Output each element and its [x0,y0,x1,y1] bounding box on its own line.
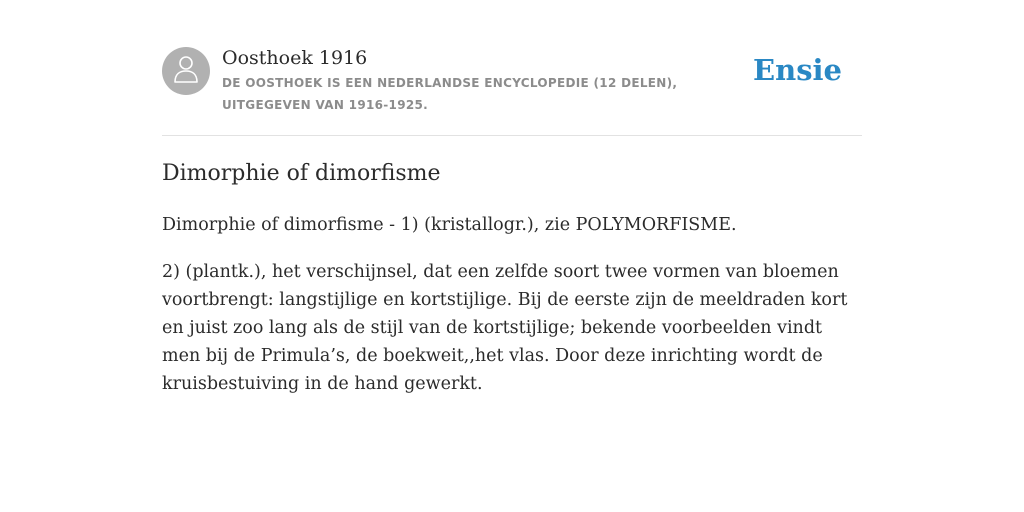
user-icon [173,54,199,89]
divider [162,135,862,136]
article-paragraph: Dimorphie of dimorfisme - 1) (kristallogr.), zie POLYMORFISME. [162,215,737,235]
article-title: Dimorphie of dimorfisme [162,161,441,186]
source-title[interactable]: Oosthoek 1916 [222,47,368,69]
brand-logo[interactable]: Ensie [753,53,842,87]
avatar[interactable] [162,47,210,95]
source-header [162,44,862,116]
source-description: DE OOSTHOEK IS EEN NEDERLANDSE ENCYCLOPEDIE (12 DELEN), UITGEGEVEN VAN 1916-1925. [222,76,678,112]
article-body [162,211,862,417]
article-paragraph: 2) (plantk.), het verschijnsel, dat een zelfde soort twee vormen van bloemen voortbrengt: langstijlige en kortstijlige. Bij de eerste zijn de meeldraden kort en juist zoo lang als de stijl van de kortstijlige; bekende voorbeelden vindt men bij de Primula’s, de boekweit,,het vlas. Door deze inrichting wordt de kruisbestuiving in de hand gewerkt. [162,262,848,394]
